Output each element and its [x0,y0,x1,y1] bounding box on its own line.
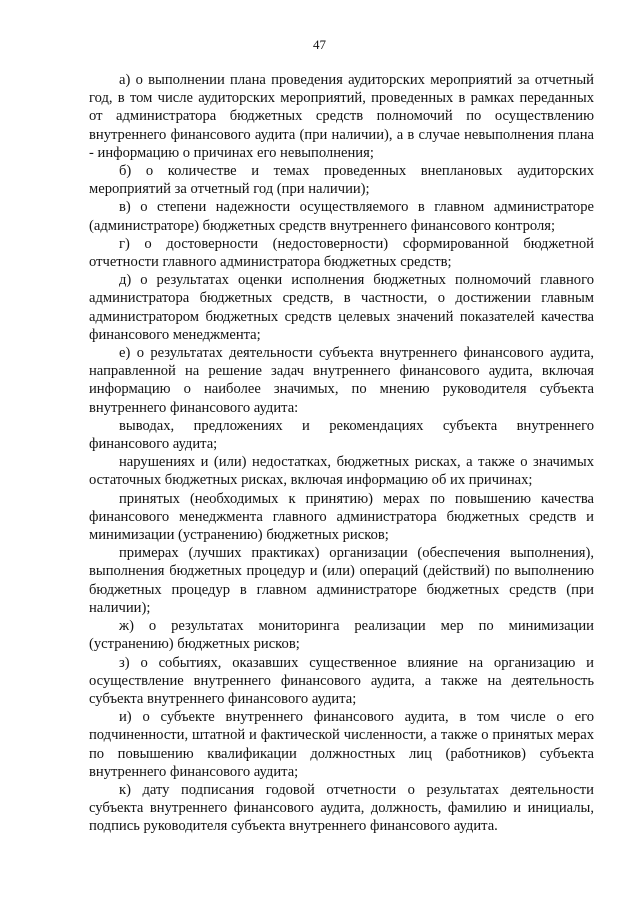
paragraph-i-audit-subject: и) о субъекте внутреннего финансового аудита, в том числе о его подчиненности, штатной и фактической численности, а также о принятых мерах по повышению квалификации должностных лиц (работников) субъекта внутреннего финансового аудита; [89,709,594,780]
paragraph-e-conclusions: выводах, предложениях и рекомендациях субъекта внутреннего финансового аудита; [89,417,594,453]
paragraph-k-signing-date: к) дату подписания годовой отчетности о результатах деятельности субъекта внутреннего финансового аудита, должность, фамилию и инициалы, подпись руководителя субъекта внутреннего финансового аудита. [89,781,594,835]
paragraph-d-performance-assessment: д) о результатах оценки исполнения бюджетных полномочий главного администратора бюджетных средств, в частности, о достижении главным администратором бюджетных средств целевых значений показателей качества финансового менеджмента; [89,272,594,343]
paragraph-g-reporting-reliability: г) о достоверности (недостоверности) сформированной бюджетной отчетности главного администратора бюджетных средств; [89,235,594,271]
paragraph-b-unscheduled-audits: б) о количестве и темах проведенных внеплановых аудиторских мероприятий за отчетный год (при наличии); [89,163,594,198]
page-number: 47 [313,37,326,52]
paragraph-v-control-reliability: в) о степени надежности осуществляемого в главном администраторе (администраторе) бюджетных средств внутреннего финансового контроля; [89,199,594,234]
document-body [89,71,594,836]
paragraph-e-audit-results: е) о результатах деятельности субъекта внутреннего финансового аудита, направленной на решение задач внутреннего финансового аудита, включая информацию о наиболее значимых, по мнению руководителя субъекта внутреннего финансового аудита: [89,345,594,416]
paragraph-zh-risk-monitoring: ж) о результатах мониторинга реализации мер по минимизации (устранению) бюджетных рисков; [89,618,594,653]
paragraph-e-violations: нарушениях и (или) недостатках, бюджетных рисках, а также о значимых остаточных бюджетных рисках, включая информацию об их причинах; [89,454,594,489]
paragraph-e-measures: принятых (необходимых к принятию) мерах по повышению качества финансового менеджмента главного администратора бюджетных средств и минимизации (устранению) бюджетных рисков; [89,490,594,544]
paragraph-a-audit-plan: а) о выполнении плана проведения аудиторских мероприятий за отчетный год, в том числе аудиторских мероприятий, проведенных в рамках переданных от администратора бюджетных средств полномочий по осуществлению внутреннего финансового аудита (при наличии), а в случае невыполнения плана - информацию о причинах его невыполнения; [89,72,594,161]
paragraph-e-best-practices: примерах (лучших практиках) организации (обеспечения выполнения), выполнения бюджетных процедур и (или) операций (действий) по выполнению бюджетных процедур в главном администраторе бюджетных средств (при наличии); [89,545,594,616]
paragraph-z-significant-events: з) о событиях, оказавших существенное влияние на организацию и осуществление внутреннего финансового аудита, а также на деятельность субъекта внутреннего финансового аудита; [89,654,594,707]
